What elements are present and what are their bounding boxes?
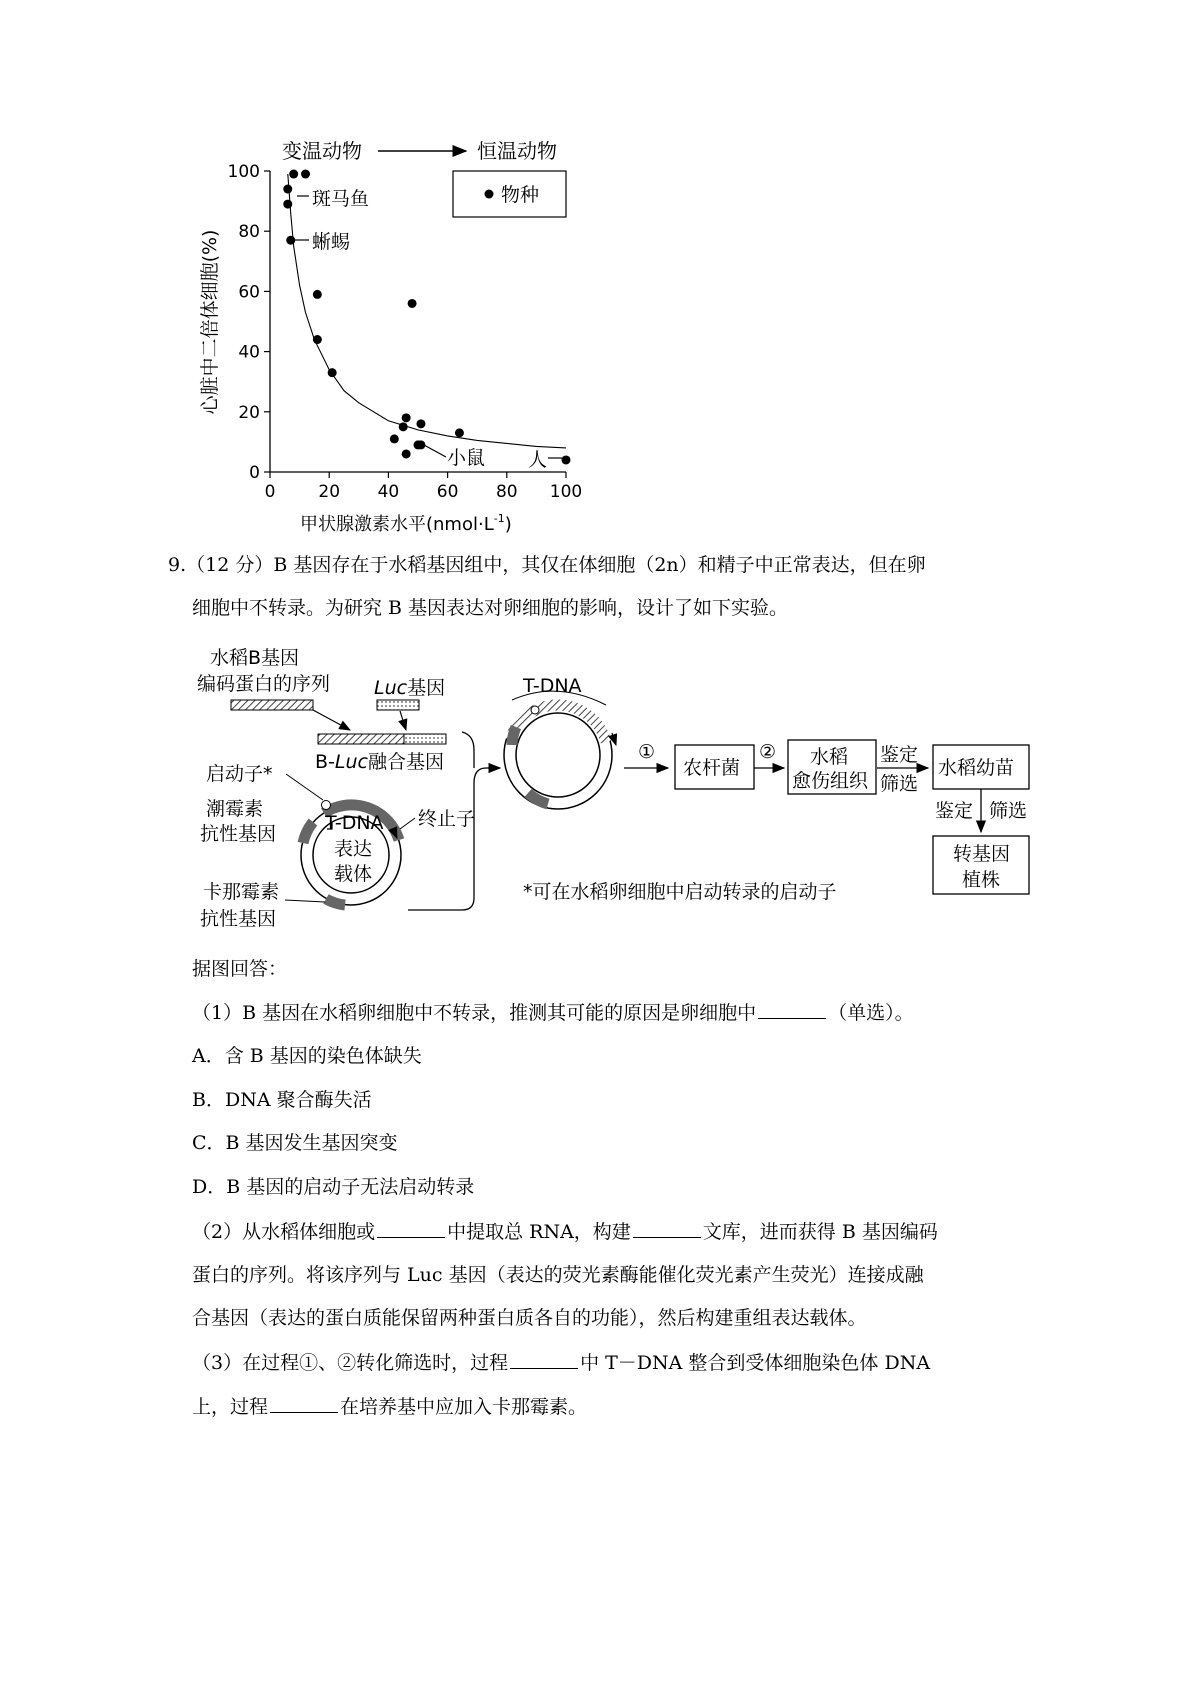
- x-tick-label: 0: [264, 482, 276, 502]
- q3-text-a: （3）在过程①、②转化筛选时，过程: [192, 1352, 509, 1374]
- species-point: [402, 449, 411, 458]
- q1-tail: （单选）。: [828, 1002, 914, 1024]
- transgenic-label-1: 转基因: [953, 843, 1011, 865]
- identify-label-4: 筛选: [989, 800, 1028, 822]
- legend-label: 物种: [501, 184, 540, 206]
- q1-blank[interactable]: [758, 1000, 826, 1019]
- q3-blank-2[interactable]: [270, 1394, 338, 1413]
- agrobacterium-label: 农杆菌: [683, 757, 741, 779]
- species-point: [399, 422, 408, 431]
- q2-line-2: 蛋白的序列。将该序列与 Luc 基因（表达的荧光素酶能催化荧光素产生荧光）连接成融: [192, 1264, 924, 1286]
- mouse-annotation: 小鼠: [447, 447, 486, 469]
- x-tick-label: 40: [377, 482, 400, 502]
- b-gene-segment: [231, 700, 313, 710]
- option-d[interactable]: D．B 基因的启动子无法启动转录: [192, 1176, 475, 1198]
- kan-resistance-gene: [326, 899, 345, 905]
- species-point: [289, 170, 298, 179]
- recombinant-vector-inner: [516, 713, 600, 797]
- q2-line-3: 合基因（表达的蛋白质能保留两种蛋白质各自的功能），然后构建重组表达载体。: [192, 1307, 867, 1329]
- y-ticks: [228, 162, 270, 483]
- kan-label-1: 卡那霉素: [203, 881, 280, 903]
- x-axis-label: 甲状腺激素水平$(nmol\cdot L^{-1})$: [300, 512, 512, 535]
- question-line-1: 9.（12 分）B 基因存在于水稻基因组中，其仅在体细胞（2n）和精子中正常表达，但在卵: [168, 554, 926, 576]
- species-point: [416, 419, 425, 428]
- q2-line-1: [192, 1219, 938, 1244]
- zebrafish-annotation: 斑马鱼: [312, 188, 370, 210]
- fit-curve: [288, 174, 566, 448]
- q3-line-1: [192, 1350, 930, 1375]
- luc-gene-segment: [377, 700, 419, 710]
- fusion-b-part: [318, 734, 404, 744]
- option-c[interactable]: C．B 基因发生基因突变: [192, 1132, 398, 1154]
- step2-label: ②: [759, 741, 777, 763]
- hyg-label-2: 抗性基因: [200, 823, 277, 845]
- terminator-pointer: [400, 818, 415, 829]
- species-point: [390, 434, 399, 443]
- species-point: [562, 455, 571, 464]
- rice-b-gene-label-2: 编码蛋白的序列: [197, 673, 331, 695]
- tdna-top-label: T-DNA: [523, 675, 582, 697]
- q3-blank-1[interactable]: [510, 1350, 578, 1369]
- promoter-label: 启动子*: [206, 763, 273, 785]
- q2-text-b: 中提取总 RNA，构建: [447, 1221, 631, 1243]
- combine-brace: [408, 768, 486, 910]
- species-point: [283, 200, 292, 209]
- legend-marker: [485, 190, 494, 199]
- recombinant-hyg-gene: [512, 727, 516, 745]
- question-line-2: 细胞中不转录。为研究 B 基因表达对卵细胞的影响，设计了如下实验。: [192, 597, 789, 619]
- vector-label-2: 载体: [334, 863, 373, 885]
- y-tick-label: 60: [238, 282, 260, 303]
- b-gene-arrow: [313, 710, 350, 730]
- q3-line-2: [192, 1394, 587, 1419]
- kan-label-2: 抗性基因: [200, 908, 277, 930]
- kan-pointer: [285, 900, 325, 902]
- q3-text-c: 上，过程: [192, 1396, 269, 1418]
- x-tick-label: 60: [436, 482, 459, 502]
- promoter-pointer: [286, 774, 323, 800]
- tdna-inner-label: T-DNA: [325, 812, 384, 834]
- luc-gene-arrow: [400, 711, 406, 730]
- species-point: [408, 299, 417, 308]
- identify-label-2: 筛选: [880, 773, 919, 795]
- seedling-label: 水稻幼苗: [938, 757, 1015, 779]
- step1-label: ①: [638, 741, 656, 763]
- terminator-label: 终止子: [418, 808, 476, 830]
- thyroid-scatter-chart: [185, 130, 605, 550]
- callus-label-1: 水稻: [810, 746, 849, 768]
- q2-blank-2[interactable]: [633, 1219, 701, 1238]
- q2-text-a: （2）从水稻体细胞或: [192, 1221, 376, 1243]
- x-ticks: [265, 472, 583, 502]
- species-point: [283, 185, 292, 194]
- newt-annotation: 蜥蜴: [312, 231, 351, 253]
- promoter-marker: [322, 801, 331, 810]
- identify-label-1: 鉴定: [880, 744, 919, 766]
- species-point: [301, 170, 310, 179]
- q2-text-c: 文库，进而获得 B 基因编码: [702, 1221, 938, 1243]
- combine-brace-top: [462, 732, 474, 768]
- y-tick-label: 40: [238, 342, 260, 363]
- y-axis-label: 心脏中二倍体细胞(%): [199, 229, 221, 415]
- q3-text-b: 中 T－DNA 整合到受体细胞染色体 DNA: [580, 1352, 931, 1374]
- recombinant-right-border: [612, 733, 616, 745]
- x-tick-label: 100: [549, 482, 583, 502]
- y-tick-label: 0: [249, 463, 260, 483]
- y-tick-label: 100: [227, 162, 260, 182]
- data-points: [283, 170, 570, 465]
- species-point: [286, 236, 295, 245]
- fusion-gene-label: B-Luc融合基因: [315, 751, 444, 773]
- human-annotation: 人: [528, 449, 548, 471]
- q3-text-d: 在培养基中应加入卡那霉素。: [340, 1396, 588, 1418]
- promoter-footnote: *可在水稻卵细胞中启动转录的启动子: [523, 881, 837, 903]
- recombinant-promoter-marker: [531, 706, 539, 714]
- transgenic-label-2: 植株: [962, 869, 1001, 891]
- option-b[interactable]: B．DNA 聚合酶失活: [192, 1089, 372, 1111]
- species-point: [313, 335, 322, 344]
- q2-blank-1[interactable]: [377, 1219, 445, 1238]
- option-a[interactable]: A．含 B 基因的染色体缺失: [192, 1045, 422, 1067]
- x-tick-label: 20: [318, 482, 341, 502]
- species-point: [328, 368, 337, 377]
- poikilotherm-label: 变温动物: [282, 139, 362, 163]
- callus-label-2: 愈伤组织: [792, 770, 869, 792]
- mouse-pointer: [424, 445, 446, 457]
- homeotherm-label: 恒温动物: [477, 139, 557, 163]
- identify-label-3: 鉴定: [935, 800, 974, 822]
- hyg-label-1: 潮霉素: [206, 798, 264, 820]
- fusion-luc-part: [404, 734, 446, 744]
- species-point: [402, 413, 411, 422]
- vector-label-1: 表达: [334, 838, 373, 860]
- rice-b-gene-label: 水稻B基因: [210, 647, 300, 669]
- q1-text: （1）B 基因在水稻卵细胞中不转录，推测其可能的原因是卵细胞中: [192, 1002, 757, 1024]
- luc-gene-label: Luc基因: [374, 677, 446, 699]
- y-tick-label: 80: [238, 222, 260, 243]
- experiment-diagram: [190, 640, 1050, 950]
- species-point: [313, 290, 322, 299]
- q1-line: [192, 1000, 914, 1025]
- y-tick-label: 20: [238, 402, 260, 423]
- species-point: [455, 428, 464, 437]
- answer-intro: 据图回答：: [192, 958, 288, 980]
- x-tick-label: 80: [495, 482, 518, 502]
